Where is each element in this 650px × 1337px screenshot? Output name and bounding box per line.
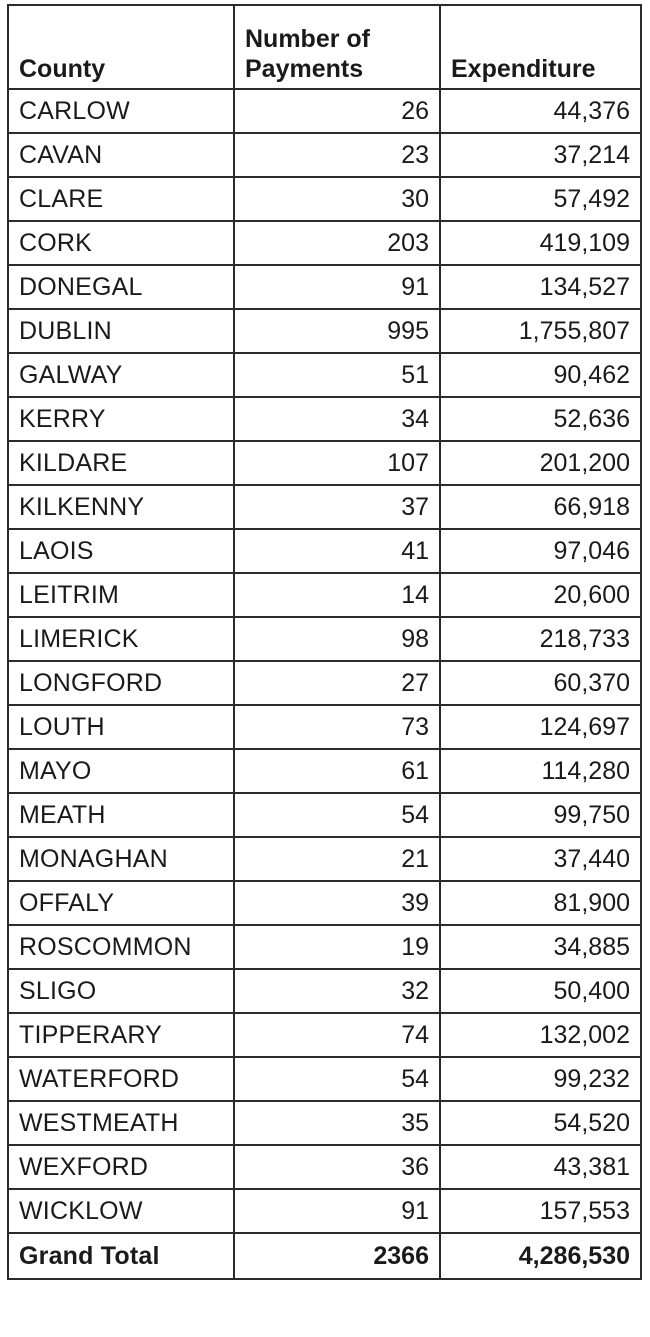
expenditure-cell: 37,214 xyxy=(440,133,641,177)
county-cell: LONGFORD xyxy=(8,661,234,705)
table-row xyxy=(8,441,641,485)
expenditure-cell: 60,370 xyxy=(440,661,641,705)
payments-cell: 14 xyxy=(234,573,440,617)
county-cell: LAOIS xyxy=(8,529,234,573)
county-cell: CORK xyxy=(8,221,234,265)
expenditure-cell: 124,697 xyxy=(440,705,641,749)
expenditure-cell: 201,200 xyxy=(440,441,641,485)
payments-cell: 74 xyxy=(234,1013,440,1057)
expenditure-cell: 20,600 xyxy=(440,573,641,617)
expenditure-cell: 66,918 xyxy=(440,485,641,529)
table-footer xyxy=(8,1233,641,1279)
table-row xyxy=(8,1189,641,1233)
table-row xyxy=(8,749,641,793)
table-row xyxy=(8,485,641,529)
county-cell: MEATH xyxy=(8,793,234,837)
payments-cell: 26 xyxy=(234,89,440,133)
expenditure-cell: 52,636 xyxy=(440,397,641,441)
expenditure-cell: 54,520 xyxy=(440,1101,641,1145)
county-cell: KILKENNY xyxy=(8,485,234,529)
table-row xyxy=(8,221,641,265)
county-cell: GALWAY xyxy=(8,353,234,397)
payments-cell: 73 xyxy=(234,705,440,749)
expenditure-cell: 50,400 xyxy=(440,969,641,1013)
payments-cell: 36 xyxy=(234,1145,440,1189)
county-cell: SLIGO xyxy=(8,969,234,1013)
county-cell: LOUTH xyxy=(8,705,234,749)
payments-cell: 21 xyxy=(234,837,440,881)
expenditure-cell: 44,376 xyxy=(440,89,641,133)
table-row xyxy=(8,1057,641,1101)
table-row xyxy=(8,309,641,353)
table-row xyxy=(8,1101,641,1145)
table-row xyxy=(8,661,641,705)
county-cell: KILDARE xyxy=(8,441,234,485)
county-cell: LEITRIM xyxy=(8,573,234,617)
table-row xyxy=(8,881,641,925)
payments-cell: 91 xyxy=(234,265,440,309)
header-county: County xyxy=(8,5,234,89)
county-cell: TIPPERARY xyxy=(8,1013,234,1057)
table-row xyxy=(8,925,641,969)
table-row xyxy=(8,573,641,617)
table-body xyxy=(8,89,641,1233)
table-row xyxy=(8,89,641,133)
payments-cell: 995 xyxy=(234,309,440,353)
table-row xyxy=(8,1145,641,1189)
grand-total-payments: 2366 xyxy=(234,1233,440,1279)
payments-cell: 19 xyxy=(234,925,440,969)
payments-cell: 54 xyxy=(234,793,440,837)
payments-cell: 54 xyxy=(234,1057,440,1101)
header-number-of-payments: Number of Payments xyxy=(234,5,440,89)
expenditure-cell: 157,553 xyxy=(440,1189,641,1233)
expenditure-cell: 1,755,807 xyxy=(440,309,641,353)
payments-cell: 34 xyxy=(234,397,440,441)
county-cell: WICKLOW xyxy=(8,1189,234,1233)
county-cell: CARLOW xyxy=(8,89,234,133)
table-row xyxy=(8,353,641,397)
expenditure-cell: 81,900 xyxy=(440,881,641,925)
payments-cell: 203 xyxy=(234,221,440,265)
county-cell: DUBLIN xyxy=(8,309,234,353)
header-row xyxy=(8,5,641,89)
expenditure-cell: 90,462 xyxy=(440,353,641,397)
grand-total-label: Grand Total xyxy=(8,1233,234,1279)
expenditure-cell: 34,885 xyxy=(440,925,641,969)
expenditure-cell: 97,046 xyxy=(440,529,641,573)
payments-cell: 41 xyxy=(234,529,440,573)
grand-total-expenditure: 4,286,530 xyxy=(440,1233,641,1279)
table-header xyxy=(8,5,641,89)
expenditure-cell: 99,750 xyxy=(440,793,641,837)
expenditure-cell: 134,527 xyxy=(440,265,641,309)
table-row xyxy=(8,969,641,1013)
expenditure-cell: 37,440 xyxy=(440,837,641,881)
payments-cell: 39 xyxy=(234,881,440,925)
payments-cell: 32 xyxy=(234,969,440,1013)
table-row xyxy=(8,705,641,749)
county-cell: KERRY xyxy=(8,397,234,441)
table-row xyxy=(8,617,641,661)
table-row xyxy=(8,793,641,837)
county-cell: CLARE xyxy=(8,177,234,221)
table-row xyxy=(8,397,641,441)
payments-cell: 107 xyxy=(234,441,440,485)
payments-table-container xyxy=(7,4,640,1280)
table-row xyxy=(8,265,641,309)
county-payments-table xyxy=(7,4,642,1280)
county-cell: WEXFORD xyxy=(8,1145,234,1189)
expenditure-cell: 114,280 xyxy=(440,749,641,793)
county-cell: WESTMEATH xyxy=(8,1101,234,1145)
county-cell: ROSCOMMON xyxy=(8,925,234,969)
payments-cell: 37 xyxy=(234,485,440,529)
county-cell: LIMERICK xyxy=(8,617,234,661)
table-row xyxy=(8,1013,641,1057)
county-cell: CAVAN xyxy=(8,133,234,177)
payments-cell: 98 xyxy=(234,617,440,661)
expenditure-cell: 99,232 xyxy=(440,1057,641,1101)
payments-cell: 27 xyxy=(234,661,440,705)
header-expenditure: Expenditure xyxy=(440,5,641,89)
grand-total-row xyxy=(8,1233,641,1279)
expenditure-cell: 43,381 xyxy=(440,1145,641,1189)
payments-cell: 30 xyxy=(234,177,440,221)
expenditure-cell: 218,733 xyxy=(440,617,641,661)
payments-cell: 91 xyxy=(234,1189,440,1233)
payments-cell: 23 xyxy=(234,133,440,177)
table-row xyxy=(8,177,641,221)
table-row xyxy=(8,529,641,573)
county-cell: WATERFORD xyxy=(8,1057,234,1101)
payments-cell: 35 xyxy=(234,1101,440,1145)
payments-cell: 61 xyxy=(234,749,440,793)
county-cell: MONAGHAN xyxy=(8,837,234,881)
county-cell: DONEGAL xyxy=(8,265,234,309)
county-cell: OFFALY xyxy=(8,881,234,925)
expenditure-cell: 132,002 xyxy=(440,1013,641,1057)
expenditure-cell: 419,109 xyxy=(440,221,641,265)
expenditure-cell: 57,492 xyxy=(440,177,641,221)
payments-cell: 51 xyxy=(234,353,440,397)
table-row xyxy=(8,837,641,881)
county-cell: MAYO xyxy=(8,749,234,793)
table-row xyxy=(8,133,641,177)
